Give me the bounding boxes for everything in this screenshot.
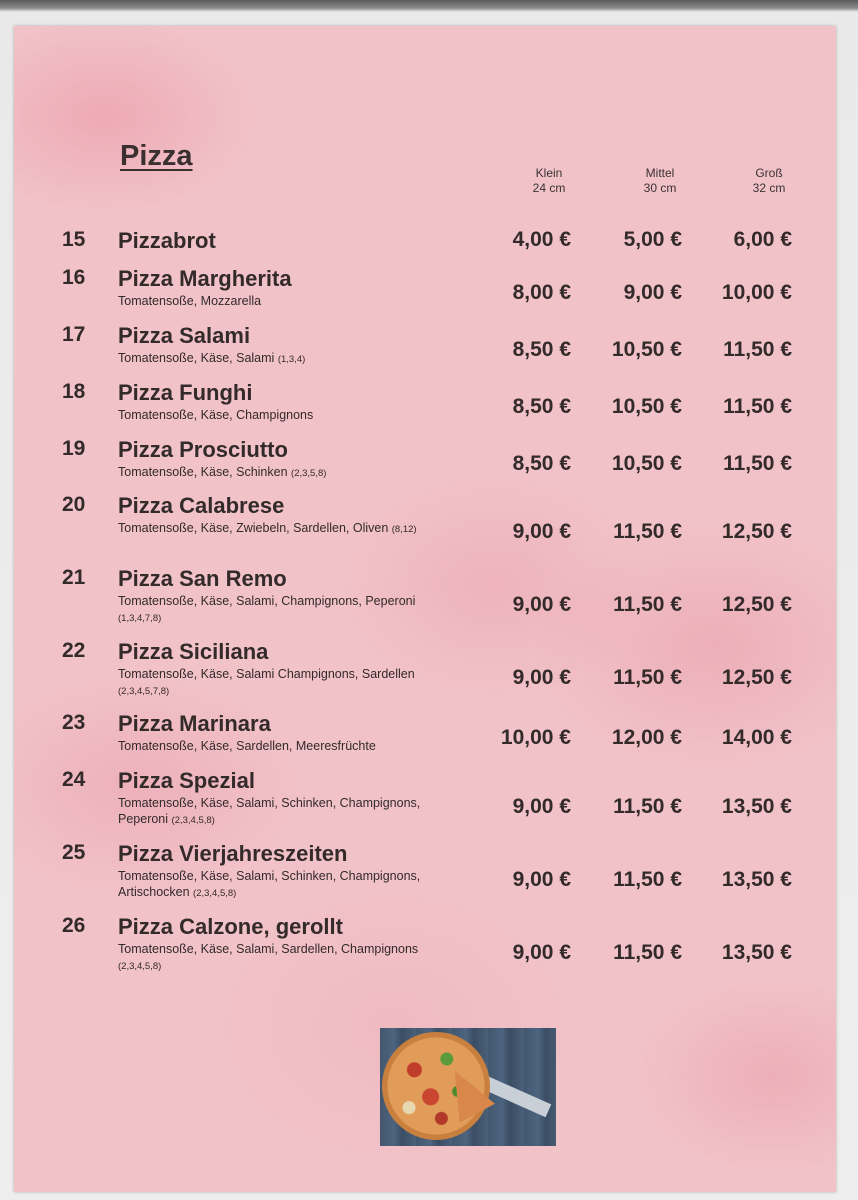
item-ingredients: Tomatensoße, Käse, Champignons — [118, 408, 314, 422]
item-price: 13,50 € — [721, 868, 792, 891]
item-price: 11,50 € — [723, 395, 792, 418]
item-price: 10,50 € — [611, 395, 682, 418]
item-description — [118, 593, 438, 627]
item-price: 9,00 € — [512, 795, 571, 818]
item-price: 11,50 € — [613, 593, 682, 616]
item-ingredients: Tomatensoße, Käse, Salami, Sardellen, Champignons — [118, 942, 419, 956]
item-ingredients: Tomatensoße, Käse, Sardellen, Meeresfrüchte — [118, 739, 376, 753]
item-name: Pizza Funghi — [118, 380, 253, 405]
item-number: 19 — [62, 437, 86, 460]
item-name: Pizza Margherita — [118, 266, 292, 291]
item-price: 11,50 € — [613, 868, 682, 891]
item-price: 12,50 € — [721, 520, 792, 543]
item-price: 8,50 € — [512, 452, 571, 475]
item-description — [118, 795, 438, 829]
item-price: 9,00 € — [623, 281, 682, 304]
size-name: Mittel — [645, 166, 675, 180]
item-description — [118, 520, 438, 538]
item-name: Pizza Prosciutto — [118, 437, 288, 462]
item-description — [118, 868, 438, 902]
item-ingredients: Tomatensoße, Mozzarella — [118, 294, 262, 308]
item-ingredients: Tomatensoße, Käse, Salami — [118, 351, 275, 365]
item-price: 10,00 € — [500, 726, 571, 749]
item-name: Pizzabrot — [118, 228, 216, 253]
item-ingredients: Tomatensoße, Käse, Salami, Schinken, Champignons, Artischocken — [118, 869, 421, 899]
item-number: 24 — [62, 768, 86, 791]
item-number: 15 — [62, 228, 86, 251]
item-price: 13,50 € — [721, 795, 792, 818]
size-header-small — [504, 166, 594, 196]
item-description — [118, 464, 438, 482]
item-additive-codes: (1,3,4,7,8) — [118, 613, 162, 624]
menu-sheet — [14, 26, 836, 1192]
item-price: 11,50 € — [613, 941, 682, 964]
item-price: 12,00 € — [611, 726, 682, 749]
item-ingredients: Tomatensoße, Käse, Zwiebeln, Sardellen, Oliven — [118, 521, 389, 535]
item-description — [118, 738, 438, 754]
item-description — [118, 293, 438, 309]
item-number: 20 — [62, 493, 86, 516]
item-name: Pizza Spezial — [118, 768, 255, 793]
item-description — [118, 407, 438, 423]
item-number: 17 — [62, 323, 86, 346]
item-additive-codes: (2,3,4,5,8) — [118, 961, 162, 972]
item-number: 18 — [62, 380, 86, 403]
item-price: 10,00 € — [721, 281, 792, 304]
item-price: 8,50 € — [512, 338, 571, 361]
item-price: 13,50 € — [721, 941, 792, 964]
item-name: Pizza Vierjahreszeiten — [118, 841, 348, 866]
item-price: 8,00 € — [512, 281, 571, 304]
item-additive-codes: (2,3,4,5,7,8) — [118, 686, 170, 697]
size-name: Groß — [755, 166, 783, 180]
size-diameter: 32 cm — [752, 181, 786, 195]
item-ingredients: Tomatensoße, Käse, Salami, Schinken, Champignons, Peperoni — [118, 796, 421, 826]
item-number: 16 — [62, 266, 86, 289]
item-price: 4,00 € — [512, 228, 571, 251]
item-additive-codes: (2,3,4,5,8) — [193, 888, 237, 899]
item-price: 11,50 € — [723, 452, 792, 475]
item-price: 11,50 € — [613, 666, 682, 689]
item-name: Pizza Salami — [118, 323, 251, 348]
pizza-photo — [380, 1028, 556, 1146]
item-price: 5,00 € — [623, 228, 682, 251]
item-ingredients: Tomatensoße, Käse, Salami Champignons, Sardellen — [118, 667, 415, 681]
item-price: 11,50 € — [613, 520, 682, 543]
item-price: 10,50 € — [611, 452, 682, 475]
size-header-medium — [615, 166, 705, 196]
size-name: Klein — [535, 166, 563, 180]
item-price: 8,50 € — [512, 395, 571, 418]
item-price: 9,00 € — [512, 868, 571, 891]
item-additive-codes: (8,12) — [391, 524, 417, 535]
item-price: 11,50 € — [723, 338, 792, 361]
item-number: 22 — [62, 639, 86, 662]
menu-title: Pizza — [120, 140, 193, 172]
item-description — [118, 350, 438, 368]
item-description — [118, 666, 438, 700]
item-price: 6,00 € — [733, 228, 792, 251]
item-ingredients: Tomatensoße, Käse, Salami, Champignons, Peperoni — [118, 594, 416, 608]
item-number: 23 — [62, 711, 86, 734]
item-name: Pizza Calzone, gerollt — [118, 914, 343, 939]
item-additive-codes: (1,3,4) — [277, 354, 306, 365]
item-description — [118, 941, 438, 975]
item-name: Pizza Calabrese — [118, 493, 285, 518]
size-diameter: 24 cm — [532, 181, 566, 195]
size-header-large — [724, 166, 814, 196]
item-price: 9,00 € — [512, 941, 571, 964]
item-additive-codes: (2,3,5,8) — [291, 468, 327, 479]
item-price: 14,00 € — [721, 726, 792, 749]
item-number: 21 — [62, 566, 86, 589]
item-number: 25 — [62, 841, 86, 864]
item-price: 9,00 € — [512, 593, 571, 616]
item-price: 9,00 € — [512, 666, 571, 689]
item-price: 10,50 € — [611, 338, 682, 361]
size-diameter: 30 cm — [643, 181, 677, 195]
item-additive-codes: (2,3,4,5,8) — [171, 815, 215, 826]
item-ingredients: Tomatensoße, Käse, Schinken — [118, 465, 288, 479]
item-name: Pizza Marinara — [118, 711, 271, 736]
item-price: 12,50 € — [721, 666, 792, 689]
item-price: 11,50 € — [613, 795, 682, 818]
item-number: 26 — [62, 914, 86, 937]
item-name: Pizza Siciliana — [118, 639, 269, 664]
item-name: Pizza San Remo — [118, 566, 287, 591]
item-price: 12,50 € — [721, 593, 792, 616]
item-price: 9,00 € — [512, 520, 571, 543]
